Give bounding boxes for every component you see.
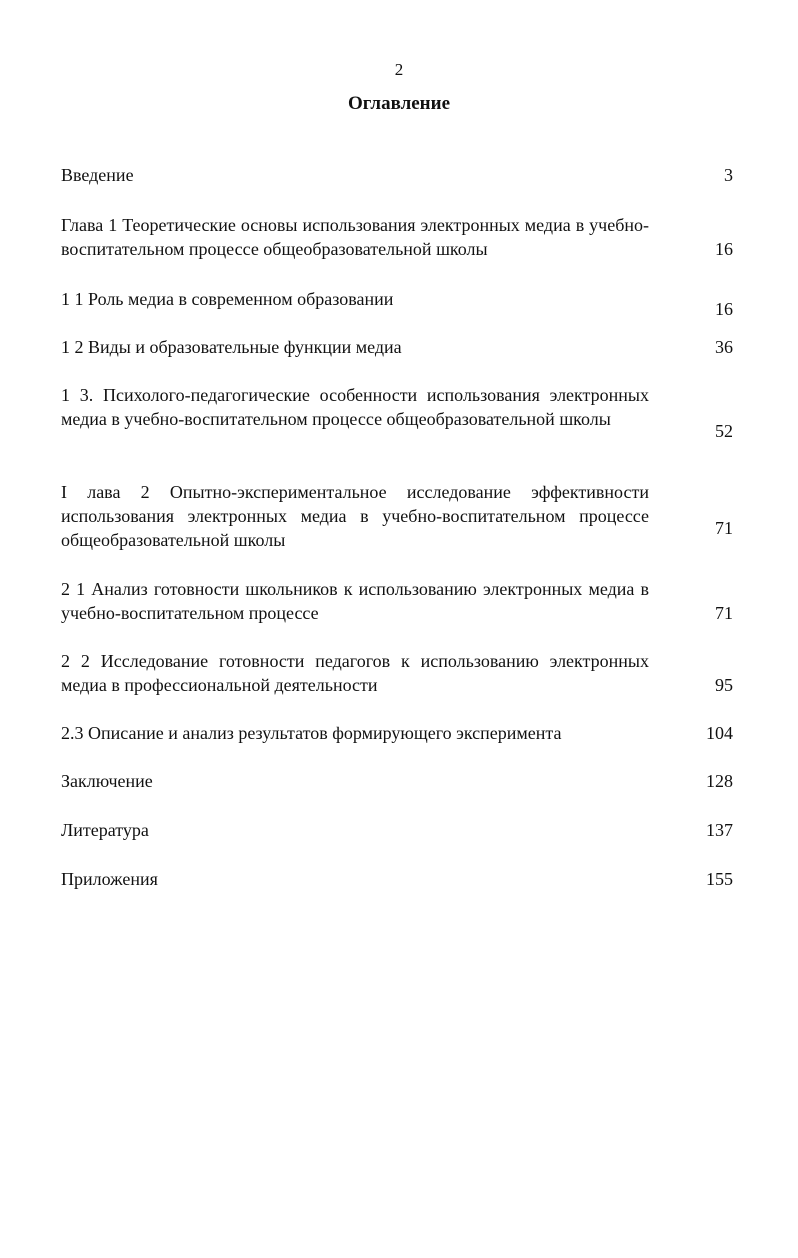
- toc-entry: [61, 867, 733, 891]
- toc-entry: [61, 818, 733, 842]
- toc-entry: [61, 649, 733, 697]
- toc-entry-title: 1 1 Роль медиа в современном образовании: [61, 289, 394, 309]
- toc-entry-title: Заключение: [61, 771, 153, 791]
- toc-entry-page: 16: [715, 299, 733, 319]
- toc-entry: [61, 769, 733, 793]
- toc-entry-page: 71: [715, 518, 733, 538]
- page-title: Оглавление: [347, 93, 451, 114]
- toc-entry: [61, 577, 733, 625]
- toc-entry-page: 52: [715, 421, 733, 441]
- toc-entry: [61, 721, 733, 745]
- toc-entry-title: 1 3. Психолого-педагогические особенности использования электронных медиа в учебно-воспитательном процессе общеобразовательной школы: [61, 385, 649, 429]
- toc-entry: [61, 480, 733, 552]
- toc-entry-title: 2 1 Анализ готовности школьников к использованию электронных медиа в учебно-воспитательном процессе: [61, 579, 649, 623]
- toc-entry-page: 128: [706, 771, 733, 791]
- toc-entry-page: 16: [715, 239, 733, 259]
- toc-entry-title: 2.3 Описание и анализ результатов формирующего эксперимента: [61, 723, 562, 743]
- toc-entry-title: 2 2 Исследование готовности педагогов к использованию электронных медиа в профессиональной деятельности: [61, 651, 649, 695]
- toc-entry-page: 71: [715, 603, 733, 623]
- toc-entry: [61, 163, 733, 187]
- page-number: 2: [394, 60, 404, 79]
- toc-entry-page: 155: [706, 869, 733, 889]
- toc-entry-title: 1 2 Виды и образовательные функции медиа: [61, 337, 402, 357]
- toc-entry-title: Литература: [61, 820, 149, 840]
- toc-entry: [61, 213, 733, 261]
- toc-entry: [61, 287, 733, 323]
- toc-entry-page: 104: [706, 723, 733, 743]
- toc-entry-title: Приложения: [61, 869, 158, 889]
- toc-entry-page: 95: [715, 675, 733, 695]
- toc-entry-title: Глава 1 Теоретические основы использования электронных медиа в учебно-воспитательном процессе общеобразовательной школы: [61, 215, 649, 259]
- toc-entry-page: 137: [706, 820, 733, 840]
- toc-entry: [61, 335, 733, 359]
- toc-entry-page: 3: [724, 165, 733, 185]
- toc-entry-page: 36: [715, 337, 733, 357]
- toc-entry-title: I лава 2 Опытно-экспериментальное исследование эффективности использования электронных медиа в учебно-воспитательном процессе общеобразовательной школы: [61, 482, 649, 550]
- toc-entry-title: Введение: [61, 165, 134, 185]
- toc-entry: [61, 383, 733, 455]
